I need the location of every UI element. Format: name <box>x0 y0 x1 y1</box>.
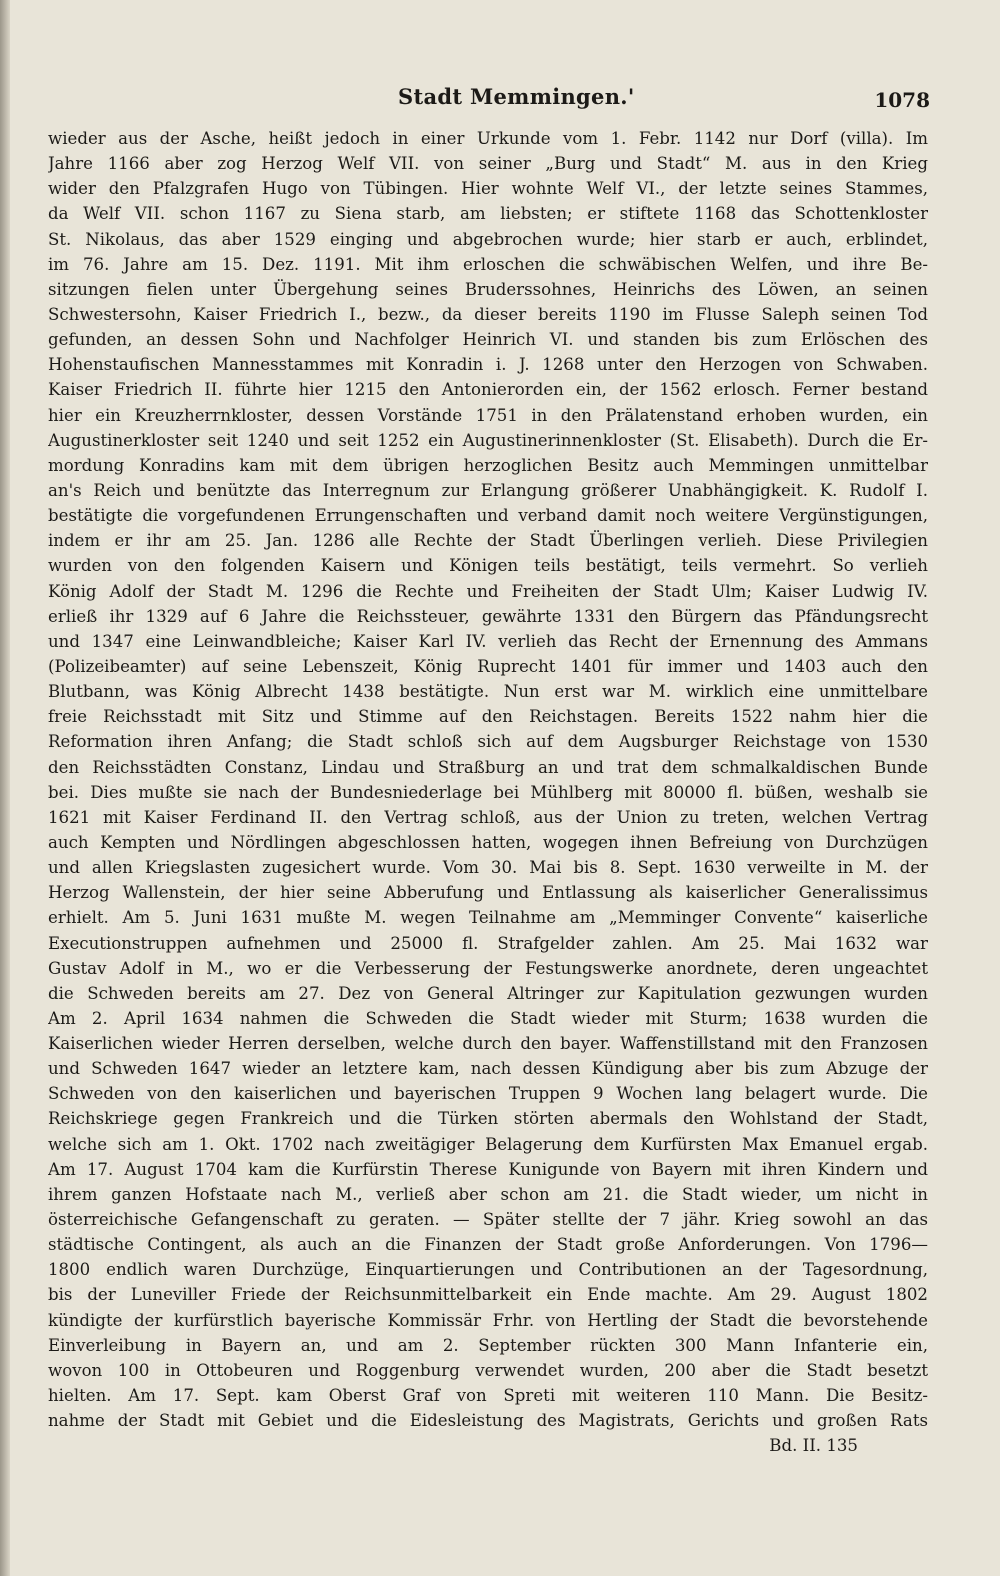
text-line: ihrem ganzen Hofstaate nach M., verließ aber schon am 21. die Stadt wieder, um nicht in <box>48 1184 928 1204</box>
text-line: freie Reichsstadt mit Sitz und Stimme auf den Reichstagen. Bereits 1522 nahm hier die <box>48 707 928 727</box>
text-line: bei. Dies mußte sie nach der Bundesniederlage bei Mühlberg mit 80000 fl. büßen, weshalb sie <box>48 782 928 802</box>
text-line: den Reichsstädten Constanz, Lindau und Straßburg an und trat dem schmalkaldischen Bunde <box>48 757 928 777</box>
text-line: wovon 100 in Ottobeuren und Roggenburg verwendet wurden, 200 aber die Stadt besetzt <box>48 1360 928 1380</box>
text-line: im 76. Jahre am 15. Dez. 1191. Mit ihm erloschen die schwäbischen Welfen, und ihre Be- <box>48 254 928 274</box>
text-line: Hohenstaufischen Mannesstammes mit Konradin i. J. 1268 unter den Herzogen von Schwaben. <box>48 355 928 375</box>
text-line: Reformation ihren Anfang; die Stadt schloß sich auf dem Augsburger Reichstage von 1530 <box>48 732 928 752</box>
text-line: hielten. Am 17. Sept. kam Oberst Graf von Spreti mit weiteren 110 Mann. Die Besitz- <box>48 1386 928 1406</box>
text-line: kündigte der kurfürstlich bayerische Kommissär Frhr. von Hertling der Stadt die bevorstehende <box>48 1310 928 1330</box>
text-line: wieder aus der Asche, heißt jedoch in einer Urkunde vom 1. Febr. 1142 nur Dorf (villa). Im <box>48 129 928 148</box>
text-line: Kaiserlichen wieder Herren derselben, welche durch den bayer. Waffenstillstand mit den Franzosen <box>48 1034 928 1054</box>
page-binding-edge <box>0 0 10 1576</box>
text-line: wurden von den folgenden Kaisern und Königen teils bestätigt, teils vermehrt. So verlieh <box>48 556 928 576</box>
text-line: erhielt. Am 5. Juni 1631 mußte M. wegen Teilnahme am „Memminger Convente“ kaiserliche <box>48 908 928 928</box>
text-line: und 1347 eine Leinwandbleiche; Kaiser Karl IV. verlieh das Recht der Ernennung des Ammans <box>48 631 928 651</box>
text-line: Herzog Wallenstein, der hier seine Abberufung und Entlassung als kaiserlicher Generalissimus <box>48 883 928 903</box>
page-number: 1078 <box>874 88 930 112</box>
text-line: indem er ihr am 25. Jan. 1286 alle Rechte der Stadt Überlingen verlieh. Diese Privilegien <box>48 531 928 551</box>
text-line: 1800 endlich waren Durchzüge, Einquartierungen und Contributionen an der Tagesordnung, <box>48 1260 928 1280</box>
text-line: welche sich am 1. Okt. 1702 nach zweitägiger Belagerung dem Kurfürsten Max Emanuel ergab. <box>48 1134 928 1154</box>
page-header <box>48 78 928 118</box>
text-line: (Polizeibeamter) auf seine Lebenszeit, König Ruprecht 1401 für immer und 1403 auch den <box>48 656 928 676</box>
volume-signature: Bd. II. 135 <box>769 1436 858 1456</box>
text-line: erließ ihr 1329 auf 6 Jahre die Reichssteuer, gewährte 1331 den Bürgern das Pfändungsrecht <box>48 606 928 626</box>
text-line: Reichskriege gegen Frankreich und die Türken störten abermals den Wohlstand der Stadt, <box>48 1109 928 1129</box>
text-line: Gustav Adolf in M., wo er die Verbesserung der Festungswerke anordnete, deren ungeachtet <box>48 958 928 978</box>
text-line: Kaiser Friedrich II. führte hier 1215 den Antonierorden ein, der 1562 erlosch. Ferner bestand <box>48 380 928 400</box>
text-line: gefunden, an dessen Sohn und Nachfolger Heinrich VI. und standen bis zum Erlöschen des <box>48 330 928 350</box>
text-line: Jahre 1166 aber zog Herzog Welf VII. von seiner „Burg und Stadt“ M. aus in den Krieg <box>48 154 928 174</box>
text-line: Am 2. April 1634 nahmen die Schweden die Stadt wieder mit Sturm; 1638 wurden die <box>48 1008 928 1028</box>
body-text <box>48 126 928 1433</box>
text-line: städtische Contingent, als auch an die Finanzen der Stadt große Anforderungen. Von 1796— <box>48 1235 928 1255</box>
text-line: die Schweden bereits am 27. Dez von General Altringer zur Kapitulation gezwungen wurden <box>48 983 928 1003</box>
text-line: Blutbann, was König Albrecht 1438 bestätigte. Nun erst war M. wirklich eine unmittelbare <box>48 682 928 702</box>
text-line: König Adolf der Stadt M. 1296 die Rechte und Freiheiten der Stadt Ulm; Kaiser Ludwig IV. <box>48 581 928 601</box>
text-line: wider den Pfalzgrafen Hugo von Tübingen. Hier wohnte Welf VI., der letzte seines Stammes, <box>48 179 928 199</box>
text-line: da Welf VII. schon 1167 zu Siena starb, am liebsten; er stiftete 1168 das Schottenkloster <box>48 204 928 224</box>
text-line: Augustinerkloster seit 1240 und seit 1252 ein Augustinerinnenkloster (St. Elisabeth). Durch die Er- <box>48 430 928 450</box>
text-line: auch Kempten und Nördlingen abgeschlossen hatten, wogegen ihnen Befreiung von Durchzügen <box>48 832 928 852</box>
text-line: Executionstruppen aufnehmen und 25000 fl. Strafgelder zahlen. Am 25. Mai 1632 war <box>48 933 928 953</box>
document-page <box>48 78 928 1458</box>
text-line: St. Nikolaus, das aber 1529 einging und abgebrochen wurde; hier starb er auch, erblindet, <box>48 229 928 249</box>
text-line: Am 17. August 1704 kam die Kurfürstin Therese Kunigunde von Bayern mit ihren Kindern und <box>48 1159 928 1179</box>
text-line: hier ein Kreuzherrnkloster, dessen Vorstände 1751 in den Prälatenstand erhoben wurden, ein <box>48 405 928 425</box>
text-line: und allen Kriegslasten zugesichert wurde. Vom 30. Mai bis 8. Sept. 1630 verweilte in M. der <box>48 858 928 878</box>
text-line: bis der Luneviller Friede der Reichsunmittelbarkeit ein Ende machte. Am 29. August 1802 <box>48 1285 928 1305</box>
text-line: Einverleibung in Bayern an, und am 2. September rückten 300 Mann Infanterie ein, <box>48 1335 928 1355</box>
text-line: bestätigte die vorgefundenen Errungenschaften und verband damit noch weitere Vergünstigungen, <box>48 506 928 526</box>
text-line: mordung Konradins kam mit dem übrigen herzoglichen Besitz auch Memmingen unmittelbar <box>48 455 928 475</box>
text-line: und Schweden 1647 wieder an letztere kam, nach dessen Kündigung aber bis zum Abzuge der <box>48 1059 928 1079</box>
text-line: österreichische Gefangenschaft zu geraten. — Später stellte der 7 jähr. Krieg sowohl an das <box>48 1210 928 1230</box>
text-line: Schweden von den kaiserlichen und bayerischen Truppen 9 Wochen lang belagert wurde. Die <box>48 1084 928 1104</box>
text-line: nahme der Stadt mit Gebiet und die Eidesleistung des Magistrats, Gerichts und großen Rats <box>48 1411 928 1431</box>
text-line: an's Reich und benützte das Interregnum zur Erlangung größerer Unabhängigkeit. K. Rudolf I. <box>48 480 928 500</box>
running-title: Stadt Memmingen.' <box>398 84 635 109</box>
text-line: 1621 mit Kaiser Ferdinand II. den Vertrag schloß, aus der Union zu treten, welchen Vertrag <box>48 807 928 827</box>
text-line: Schwestersohn, Kaiser Friedrich I., bezw., da dieser bereits 1190 im Flusse Saleph seinen Tod <box>48 304 928 324</box>
text-line: sitzungen fielen unter Übergehung seines Bruderssohnes, Heinrichs des Löwen, an seinen <box>48 279 928 299</box>
